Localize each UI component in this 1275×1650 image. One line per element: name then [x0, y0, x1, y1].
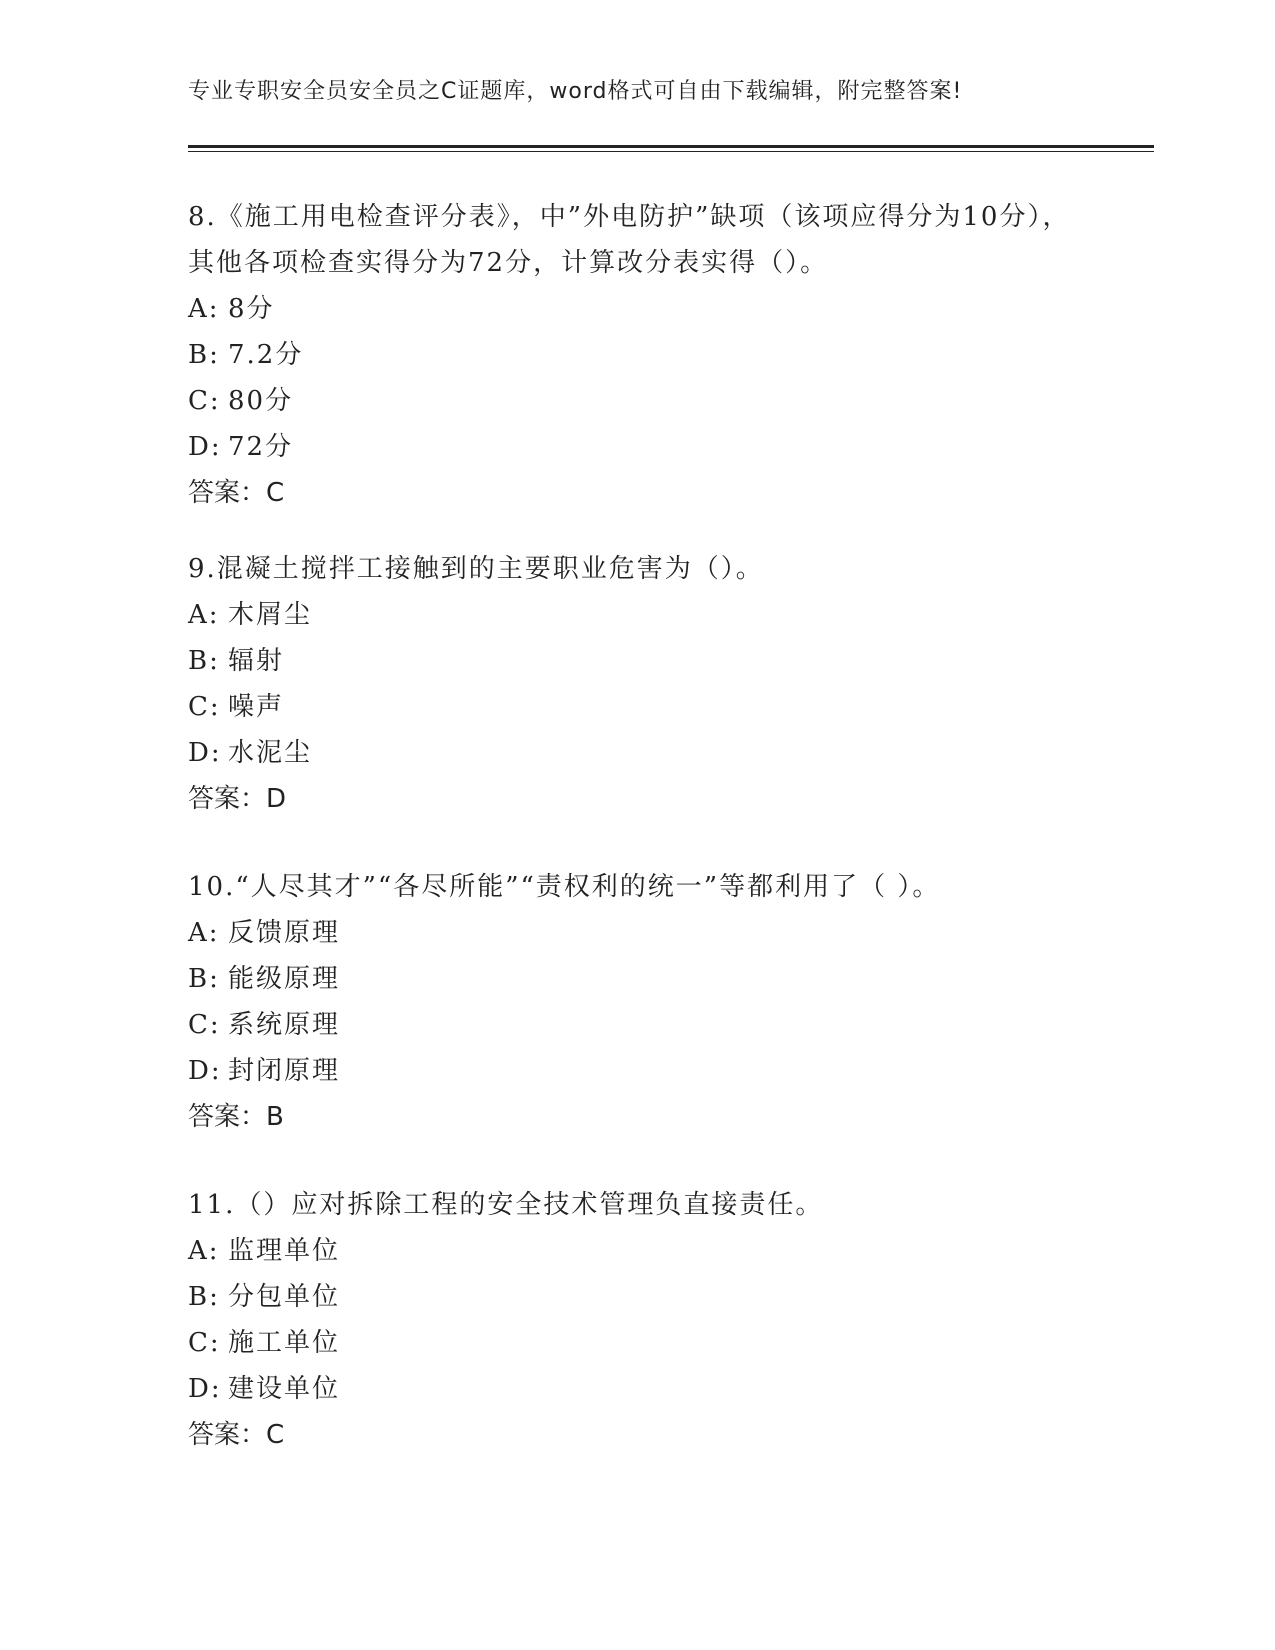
answer: 答案：B	[188, 1102, 284, 1132]
option-d	[188, 424, 1088, 470]
option-b	[188, 956, 1088, 1002]
option-b	[188, 332, 1088, 378]
option-b	[188, 1274, 1088, 1320]
option-letter: B:	[188, 1282, 220, 1312]
question-8	[188, 194, 1088, 516]
option-letter: D:	[188, 1374, 222, 1404]
option-text: 水泥尘	[228, 738, 313, 768]
option-letter: A:	[188, 918, 220, 948]
option-text: 分包单位	[228, 1282, 341, 1312]
option-letter: D:	[188, 738, 222, 768]
option-c	[188, 378, 1088, 424]
option-text: 封闭原理	[228, 1056, 341, 1086]
option-d	[188, 1048, 1088, 1094]
option-letter: C:	[188, 386, 221, 416]
header-divider-thick	[188, 145, 1154, 148]
option-c	[188, 684, 1088, 730]
option-letter: B:	[188, 646, 220, 676]
option-d	[188, 1366, 1088, 1412]
option-text: 反馈原理	[228, 918, 341, 948]
option-text: 建设单位	[228, 1374, 341, 1404]
answer: 答案：C	[188, 478, 285, 508]
option-text: 80分	[228, 386, 294, 416]
option-letter: B:	[188, 964, 220, 994]
option-text: 7.2分	[228, 340, 304, 370]
option-a	[188, 1228, 1088, 1274]
option-a	[188, 286, 1088, 332]
option-text: 监理单位	[228, 1236, 341, 1266]
option-letter: D:	[188, 432, 222, 462]
answer: 答案：D	[188, 784, 287, 814]
option-b	[188, 638, 1088, 684]
option-c	[188, 1320, 1088, 1366]
option-text: 木屑尘	[228, 600, 313, 630]
option-letter: C:	[188, 1328, 221, 1358]
option-letter: D:	[188, 1056, 222, 1086]
option-text: 辐射	[228, 646, 285, 676]
option-text: 能级原理	[228, 964, 341, 994]
document-header: 专业专职安全员安全员之C证题库，word格式可自由下载编辑，附完整答案!	[188, 79, 963, 104]
option-c	[188, 1002, 1088, 1048]
option-letter: C:	[188, 692, 221, 722]
question-9	[188, 546, 1088, 822]
option-d	[188, 730, 1088, 776]
option-text: 噪声	[228, 692, 285, 722]
header-divider-thin	[188, 151, 1154, 152]
question-text: 8.《施工用电检查评分表》，中”外电防护”缺项（该项应得分为10分），其他各项检查实得分为72分，计算改分表实得（）。	[188, 202, 1071, 278]
question-text: 10.“人尽其才”“各尽所能”“责权利的统一”等都利用了（ ）。	[188, 872, 941, 902]
question-11	[188, 1182, 1088, 1458]
option-text: 8分	[228, 294, 275, 324]
option-text: 系统原理	[228, 1010, 341, 1040]
option-a	[188, 592, 1088, 638]
question-text: 9.混凝土搅拌工接触到的主要职业危害为（）。	[188, 554, 764, 584]
option-letter: A:	[188, 600, 220, 630]
option-text: 72分	[228, 432, 294, 462]
option-a	[188, 910, 1088, 956]
option-letter: B:	[188, 340, 220, 370]
answer: 答案：C	[188, 1420, 285, 1450]
question-10	[188, 864, 1088, 1140]
option-letter: C:	[188, 1010, 221, 1040]
option-letter: A:	[188, 1236, 220, 1266]
question-text: 11.（）应对拆除工程的安全技术管理负直接责任。	[188, 1190, 824, 1220]
option-letter: A:	[188, 294, 220, 324]
option-text: 施工单位	[228, 1328, 341, 1358]
